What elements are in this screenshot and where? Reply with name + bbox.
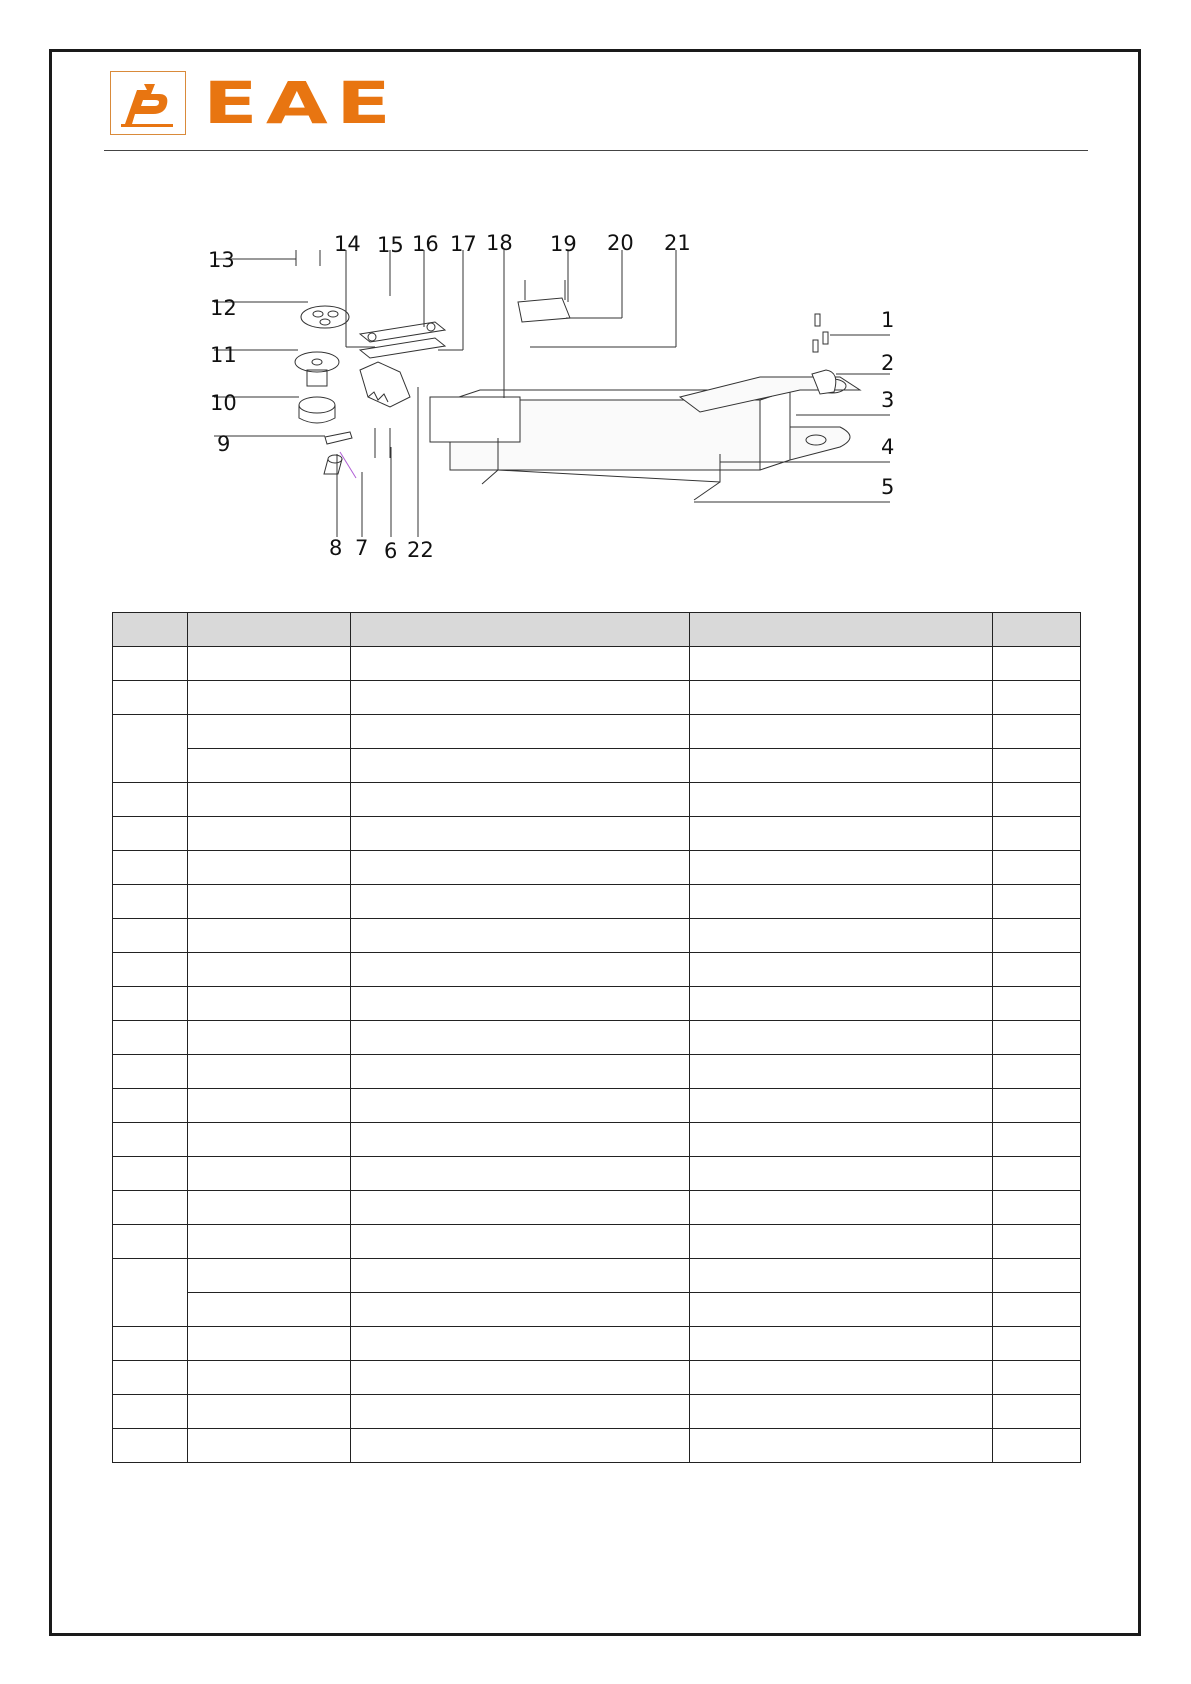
table-row bbox=[113, 1021, 1081, 1055]
callout-label: 8 bbox=[329, 536, 343, 560]
table-row bbox=[113, 953, 1081, 987]
callout-label: 20 bbox=[607, 231, 634, 255]
callout-label: 12 bbox=[210, 296, 237, 320]
table-row bbox=[113, 885, 1081, 919]
callout-label: 3 bbox=[881, 388, 895, 412]
table-row bbox=[113, 1055, 1081, 1089]
callout-label: 9 bbox=[217, 432, 231, 456]
table-row bbox=[113, 681, 1081, 715]
header-cell bbox=[690, 613, 993, 647]
callout-label: 5 bbox=[881, 475, 895, 499]
callout-label: 19 bbox=[550, 232, 577, 256]
table-row bbox=[113, 749, 1081, 783]
table-header-row bbox=[113, 613, 1081, 647]
callout-label: 6 bbox=[384, 539, 398, 563]
callout-label: 18 bbox=[486, 231, 513, 255]
header-cell bbox=[188, 613, 351, 647]
exploded-parts-diagram bbox=[200, 222, 980, 594]
callout-label: 14 bbox=[334, 232, 361, 256]
header-cell bbox=[113, 613, 188, 647]
table-row bbox=[113, 1191, 1081, 1225]
callout-label: 4 bbox=[881, 435, 895, 459]
table-row bbox=[113, 1293, 1081, 1327]
callout-label: 7 bbox=[355, 536, 369, 560]
callout-label: 16 bbox=[412, 232, 439, 256]
callout-label: 21 bbox=[664, 231, 691, 255]
header-cell bbox=[351, 613, 690, 647]
table-row bbox=[113, 715, 1081, 749]
table-row bbox=[113, 1225, 1081, 1259]
table-row bbox=[113, 1395, 1081, 1429]
callout-label: 13 bbox=[208, 248, 235, 272]
table-row bbox=[113, 1361, 1081, 1395]
callout-label: 22 bbox=[407, 538, 434, 562]
callout-label: 2 bbox=[881, 351, 895, 375]
callout-label: 10 bbox=[210, 391, 237, 415]
brand-name: EAE bbox=[203, 72, 399, 132]
table-row bbox=[113, 1259, 1081, 1293]
callout-label: 17 bbox=[450, 232, 477, 256]
table-row bbox=[113, 817, 1081, 851]
table-body bbox=[113, 647, 1081, 1463]
table-row bbox=[113, 1123, 1081, 1157]
callout-label: 15 bbox=[377, 233, 404, 257]
parts-table bbox=[112, 612, 1081, 1463]
table-row bbox=[113, 647, 1081, 681]
callout-label: 1 bbox=[881, 308, 895, 332]
brand-wordmark bbox=[203, 72, 403, 132]
callout-label: 11 bbox=[210, 343, 237, 367]
table-row bbox=[113, 783, 1081, 817]
table-row bbox=[113, 919, 1081, 953]
table-row bbox=[113, 1157, 1081, 1191]
table-row bbox=[113, 1327, 1081, 1361]
table-row bbox=[113, 987, 1081, 1021]
header-divider bbox=[104, 150, 1088, 151]
header-cell bbox=[993, 613, 1081, 647]
table-row bbox=[113, 1089, 1081, 1123]
table-row bbox=[113, 851, 1081, 885]
brand-logo-mark bbox=[110, 71, 186, 135]
table-row bbox=[113, 1429, 1081, 1463]
